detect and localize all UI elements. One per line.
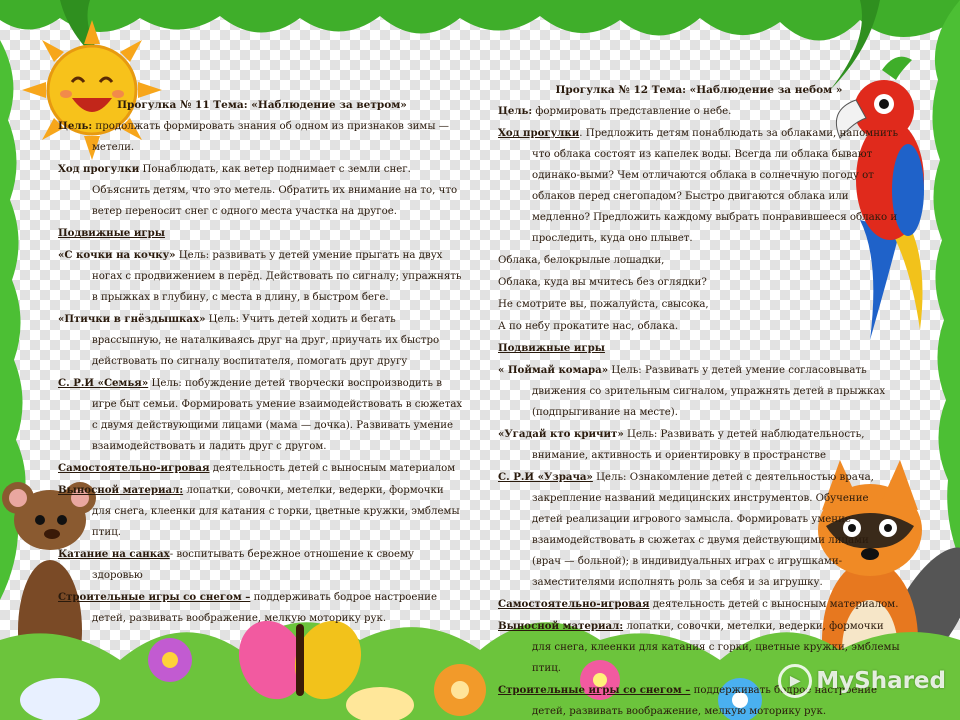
walk-12-title: Прогулка № 12 Тема: «Наблюдение за небом » — [555, 84, 843, 96]
sled-label: Катание на санках — [58, 548, 170, 560]
role-play-text: Цель: Ознакомление детей с деятельностью врача, закрепление названий медицинских инструментов. Обучение детей реализации игрового замысла. Формировать умение взаимодействовать в сюжетах с двумя действующими лицами (врач — больной); в индивидуальных играх с игрушками-заместителями исполнять роль за себя и за игрушку. — [532, 472, 874, 588]
goal-label: Цель: — [498, 105, 533, 117]
walk-11-sledding — [58, 544, 466, 586]
poem-line-1: Облака, белокрылые лошадки, — [498, 255, 665, 266]
game-name: «Угадай кто кричит» — [498, 428, 624, 440]
material-label: Выносной материал: — [58, 484, 184, 496]
game-text: Цель: развивать у детей умение прыгать на двух ногах с продвижением в перёд. Действовать по сигналу; упражнять в прыжках в глубину, с места в длину, в быстром беге. — [92, 250, 462, 303]
walk-12-independent — [498, 594, 900, 615]
walk-11-games-heading: Подвижные игры — [58, 227, 165, 239]
role-play-text: Цель: побуждение детей творчески воспроизводить в игре быт семьи. Формировать умение взаимодействовать в сюжетах с двумя действующими лицами (мама — дочка). Развивать умение взаимодействовать и ладить друг с другом. — [92, 378, 463, 452]
walk-text: Понаблюдать, как ветер поднимает с земли снег. Объяснить детям, что это метель. Обратить их внимание на то, что ветер переносит снег с одного места участка на другое. — [92, 164, 458, 217]
material-text: лопатки, совочки, метелки, ведерки, формочки для снега, клеенки для катания с горки, цветные кружки, эмблемы птиц. — [532, 621, 900, 674]
game-name: «Птички в гнёздышках» — [58, 313, 206, 325]
walk-11-column — [58, 98, 466, 630]
walk-11-game-1 — [58, 245, 466, 308]
watermark-brand: MyShared — [816, 668, 946, 694]
game-name: « Поймай комара» — [498, 364, 609, 376]
walk-11-role-play — [58, 373, 466, 457]
walk-12-games-heading: Подвижные игры — [498, 342, 605, 354]
goal-label: Цель: — [58, 120, 93, 132]
material-text: лопатки, совочки, метелки, ведерки, формочки для снега, клеенки для катания с горки, цветные кружки, эмблемы птиц. — [92, 485, 460, 538]
build-label: Строительные игры со снегом – — [498, 684, 691, 696]
build-text: поддерживать бодрое настроение детей, развивать воображение, мелкую моторику рук. — [532, 685, 877, 717]
walk-text: . Предложить детям понаблюдать за облаками, напомнить что облака состоят из капелек воды. Всегда ли облака бывают одинако-выми? Чем отличаются облака в солнечную погоду от облаков перед снегопадом? Быстро двигаются облака или медленно? Предложить каждому выбрать понравившееся облако и проследить, куда оно плывет. — [532, 128, 898, 244]
independent-label: Самостоятельно-игровая — [498, 598, 650, 610]
walk-12-process — [498, 123, 900, 249]
independent-text: деятельность детей с выносным материалом — [209, 463, 456, 474]
walk-12-game-1 — [498, 360, 900, 423]
walk-12-role-play — [498, 467, 900, 593]
role-play-name: С. Р.И «Семья» — [58, 377, 149, 389]
watermark — [778, 664, 946, 698]
sled-text: - воспитывать бережное отношение к своему здоровью — [92, 549, 414, 581]
walk-label: Ход прогулки — [498, 127, 580, 139]
goal-text: формировать представление о небе. — [532, 106, 732, 117]
walk-label: Ход прогулки — [58, 163, 140, 175]
material-label: Выносной материал: — [498, 620, 624, 632]
walk-12-goal — [498, 101, 900, 122]
walk-11-snow-building — [58, 587, 466, 629]
walk-11-material — [58, 480, 466, 543]
watermark-icon: ▶ — [778, 664, 812, 698]
independent-text: деятельность детей с выносным материалом. — [649, 599, 899, 610]
walk-11-title: Прогулка № 11 Тема: «Наблюдение за ветром» — [117, 99, 407, 111]
walk-11-process — [58, 159, 466, 222]
walk-11-goal — [58, 116, 466, 158]
game-text: Цель: Развивать у детей умение согласовывать движения со зрительным сигналом, упражнять детей в прыжках (подпрыгивание на месте). — [532, 365, 886, 418]
role-play-name: С. Р.И «Узрача» — [498, 471, 593, 483]
goal-text: продолжать формировать знания об одном из признаков зимы — метели. — [92, 121, 449, 153]
game-name: «С кочки на кочку» — [58, 249, 176, 261]
build-text: поддерживать бодрое настроение детей, развивать воображение, мелкую моторику рук. — [92, 592, 437, 624]
game-text: Цель: Учить детей ходить и бегать врассыпную, не наталкиваясь друг на друг, приучать их быстро действовать по сигналу воспитателя, помогать друг другу — [92, 314, 440, 367]
build-label: Строительные игры со снегом – — [58, 591, 251, 603]
independent-label: Самостоятельно-игровая — [58, 462, 210, 474]
poem-line-4: А по небу прокатите нас, облака. — [498, 321, 679, 332]
walk-12-game-2 — [498, 424, 900, 466]
poem-line-2: Облака, куда вы мчитесь без оглядки? — [498, 277, 707, 288]
walk-11-independent — [58, 458, 466, 479]
game-text: Цель: Развивать у детей наблюдательность, внимание, активность и ориентировку в пространстве — [532, 429, 865, 461]
walk-11-game-2 — [58, 309, 466, 372]
walk-12-column — [498, 83, 900, 720]
poem-line-3: Не смотрите вы, пожалуйста, свысока, — [498, 299, 709, 310]
